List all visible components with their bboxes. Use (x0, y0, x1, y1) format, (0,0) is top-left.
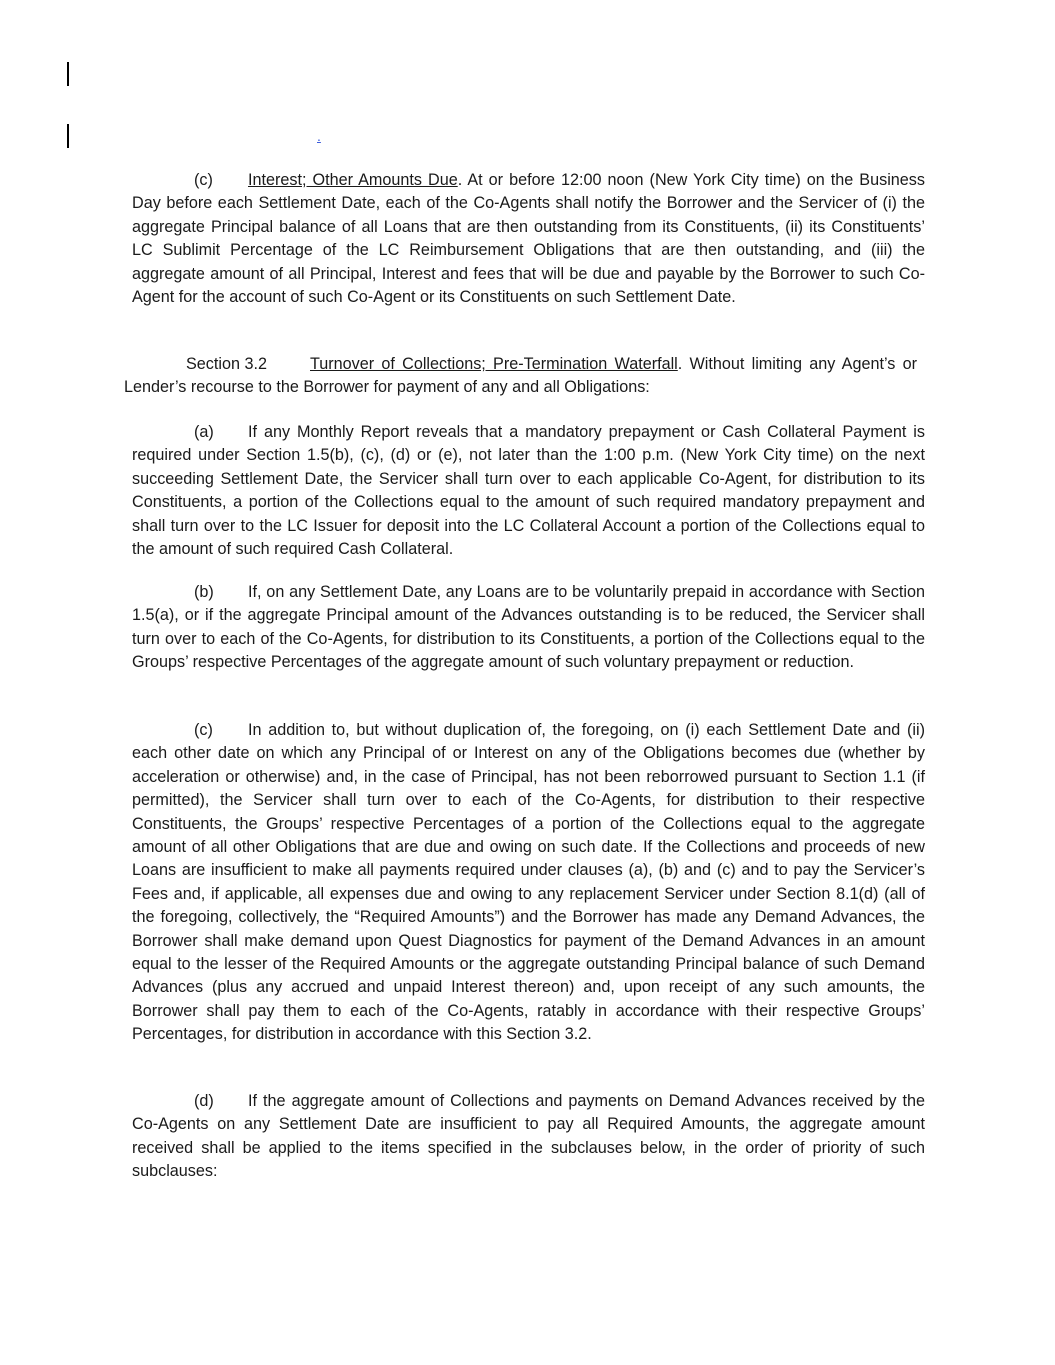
paragraph-c-interest (132, 169, 925, 309)
revision-link-mark[interactable]: . (317, 128, 321, 144)
clause-heading: Interest; Other Amounts Due (248, 171, 458, 189)
clause-text: If, on any Settlement Date, any Loans are to be voluntarily prepaid in accordance with Section 1.5(a), or if the aggregate Principal amount of the Advances outstanding is to be reduced, the Servicer shall turn over to each of the Co-Agents, for distribution to its Constituents, a portion of the Collections equal to the Groups’ respective Percentages of the aggregate amount of such voluntary prepayment or reduction. (132, 583, 925, 672)
paragraph-b-voluntary-prepayment (132, 581, 925, 675)
section-number: Section 3.2 (186, 355, 267, 373)
section-text: . Without limiting any Agent’s or Lender’s recourse to the Borrower for payment of any and all Obligations: (124, 355, 917, 397)
clause-label: (c) (194, 171, 213, 189)
paragraph-a-mandatory-prepayment (132, 421, 925, 561)
revision-change-bar (67, 124, 69, 148)
clause-label: (a) (194, 423, 214, 441)
clause-label: (d) (194, 1092, 214, 1110)
revision-change-bar (67, 62, 69, 86)
clause-label: (b) (194, 583, 214, 601)
clause-label: (c) (194, 721, 213, 739)
clause-text: If the aggregate amount of Collections and payments on Demand Advances received by the Co-Agents on any Settlement Date are insufficient to pay all Required Amounts, the aggregate amount received shall be applied to the items specified in the subclauses below, in the order of priority of such subclauses: (132, 1092, 925, 1181)
section-3-2-intro (124, 353, 917, 400)
paragraph-c-required-amounts (132, 719, 925, 1047)
clause-text: If any Monthly Report reveals that a mandatory prepayment or Cash Collateral Payment is required under Section 1.5(b), (c), (d) or (e), not later than the 1:00 p.m. (New York City time) on the next succeeding Settlement Date, the Servicer shall turn over to each applicable Co-Agent, for distribution to its Constituents, a portion of the Collections equal to the amount of such required mandatory prepayment and shall turn over to the LC Issuer for deposit into the LC Collateral Account a portion of the Collections equal to the amount of such required Cash Collateral. (132, 423, 925, 559)
paragraph-d-insufficient-collections (132, 1090, 925, 1184)
section-heading: Turnover of Collections; Pre-Termination Waterfall (310, 355, 678, 373)
clause-text: In addition to, but without duplication of, the foregoing, on (i) each Settlement Date and (ii) each other date on which any Principal of or Interest on any of the Obligations becomes due (whether by acceleration or otherwise) and, in the case of Principal, has not been reborrowed pursuant to Section 1.1 (if permitted), the Servicer shall turn over to each of the Co-Agents, for distribution to their respective Constituents, the Groups’ respective Percentages of a portion of the Collections equal to the aggregate amount of all other Obligations that are due and owing on such date. If the Collections and proceeds of new Loans are insufficient to make all payments required under clauses (a), (b) and (c) and to pay the Servicer’s Fees and, if applicable, all expenses due and owing to any replacement Servicer under Section 8.1(d) (all of the foregoing, collectively, the “Required Amounts”) and the Borrower has made any Demand Advances, the Borrower shall make demand upon Quest Diagnostics for payment of the Demand Advances in an amount equal to the lesser of the Required Amounts or the aggregate outstanding Principal balance of such Demand Advances (plus any accrued and unpaid Interest thereon) and, upon receipt of any such amounts, the Borrower shall pay them to each of the Co-Agents, ratably in accordance with their respective Groups’ Percentages, for distribution in accordance with this Section 3.2. (132, 721, 925, 1044)
clause-text: . At or before 12:00 noon (New York City time) on the Business Day before each Settlement Date, each of the Co-Agents shall notify the Borrower and the Servicer of (i) the aggregate Principal balance of all Loans that are then outstanding from its Constituents, (ii) its Constituents’ LC Sublimit Percentage of the LC Reimbursement Obligations that are then outstanding, and (iii) the aggregate amount of all Principal, Interest and fees that will be due and payable by the Borrower to such Co-Agent for the account of such Co-Agent or its Constituents on such Settlement Date. (132, 171, 925, 307)
